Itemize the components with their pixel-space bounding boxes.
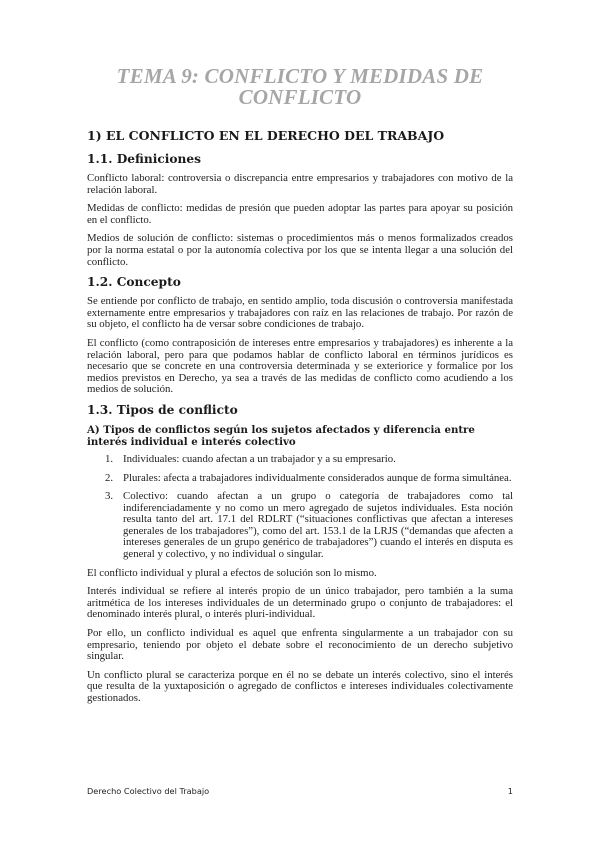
list-item (87, 491, 513, 561)
list-item-text: Individuales: cuando afectan a un trabajador y a su empresario. (123, 452, 396, 465)
subsection-heading: 1.3. Tipos de conflicto (87, 402, 238, 417)
paragraph: El conflicto individual y plural a efectos de solución son lo mismo. (87, 566, 377, 579)
paragraph: El conflicto (como contraposición de intereses entre empresarios y trabajadores) es inherente a la relación laboral, pero para que podamos hablar de conflicto laboral en términos jurídicos es necesario que se concrete en una controversia determinada y se exteriorice y formalice por los medios previstos en Derecho, ya sea a través de las medidas de conflicto como acudiendo a los medios de solución. (87, 336, 513, 396)
paragraph: Por ello, un conflicto individual es aquel que enfrenta singularmente a un trabajador con su empresario, teniendo por objeto el debate sobre el reconocimiento de un derecho subjetivo singular. (87, 627, 513, 663)
document-title: TEMA 9: CONFLICTO Y MEDIDAS DE CONFLICTO (116, 64, 484, 109)
list-item-text: Colectivo: cuando afectan a un grupo o categoría de trabajadores como tal indiferenciadamente y no como un mero agregado de sujetos individuales. Esta noción resulta tanto del art. 17.1 del RDLRT (“situaciones conflictivas que afectan a intereses generales de los trabajadores”), como del art. 153.1 de la LRJS (“demandas que afecten a intereses generales de un grupo genérico de trabajadores”) cuando el interés en disputa es general y colectivo, y no individual o singular. (123, 490, 513, 561)
paragraph: Conflicto laboral: controversia o discrepancia entre empresarios y trabajadores con motivo de la relación laboral. (87, 172, 513, 196)
list-item-text: Plurales: afecta a trabajadores individualmente considerados aunque de forma simultánea. (123, 471, 512, 484)
paragraph: Medios de solución de conflicto: sistemas o procedimientos más o menos formalizados creados por la norma estatal o por la autonomía colectiva por los que se intenta llegar a una solución del conflicto. (87, 232, 513, 268)
paragraph: Se entiende por conflicto de trabajo, en sentido amplio, toda discusión o controversia manifestada externamente entre empresarios y trabajadores con raíz en las relaciones de trabajo. Por razón de su objeto, el conflicto ha de versar sobre condiciones de trabajo. (87, 295, 513, 331)
page-footer (87, 786, 513, 796)
list-item (87, 454, 513, 466)
paragraph: Interés individual se refiere al interés propio de un único trabajador, pero también a la suma aritmética de los intereses individuales de un determinado grupo o conjunto de trabajadores: el denominado interés plural, o interés pluri-individual. (87, 585, 513, 621)
page-number: 1 (507, 786, 513, 796)
paragraph: Medidas de conflicto: medidas de presión que pueden adoptar las partes para apoyar su posición en el conflicto. (87, 202, 513, 226)
section-heading: 1) EL CONFLICTO EN EL DERECHO DEL TRABAJO (87, 128, 445, 143)
subsection-heading: 1.1. Definiciones (87, 152, 202, 166)
paragraph: Un conflicto plural se caracteriza porque en él no se debate un interés colectivo, sino el interés que resulta de la yuxtaposición o agregado de conflictos e intereses individuales colectivamente gestionados. (87, 668, 513, 704)
numbered-list (87, 454, 513, 561)
list-item (87, 473, 513, 485)
subsection-heading: 1.2. Concepto (87, 275, 181, 290)
subsubsection-heading: A) Tipos de conflictos según los sujetos afectados y diferencia entre interés individual e interés colectivo (87, 423, 475, 448)
list-number: 2. (105, 471, 114, 484)
footer-course-name: Derecho Colectivo del Trabajo (87, 786, 210, 796)
list-number: 1. (105, 452, 114, 465)
list-number: 3. (105, 490, 114, 503)
